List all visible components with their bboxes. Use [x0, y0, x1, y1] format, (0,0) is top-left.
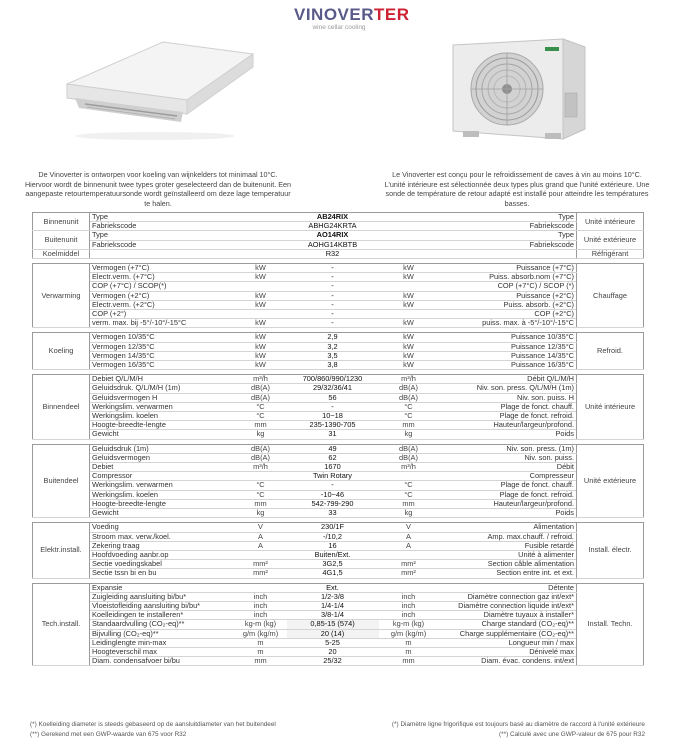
spec-table [32, 212, 644, 666]
table-row: Vloeistofleiding aansluiting bi/bu* inch 1/4-1/4 inch Diamètre connection liquide int/ext* [33, 601, 644, 610]
group-label-fr: Install. électr. [577, 523, 644, 578]
table-row: Electr.verm. (+2°C) kW - kW Puiss. absorb. (+2°C) [33, 300, 644, 309]
table-row: Hoogte-breedte-lengte mm 542-799-290 mm Hauteur/largeur/profond. [33, 499, 644, 508]
outdoor-unit-image [445, 33, 595, 143]
table-row: Geluidsvermogen H dB(A) 56 dB(A) Niv. son. puiss. H [33, 393, 644, 402]
table-row: verm. max. bij -5°/-10°/-15°C kW - kW puiss. max. à -5°/-10°/-15°C [33, 319, 644, 328]
table-row: Sectie tssn bi en bu mm² 4G1,5 mm² Section entre int. et ext. [33, 569, 644, 578]
table-row: Vermogen 14/35°C kW 3,5 kW Puissance 14/35°C [33, 351, 644, 360]
brand-logo [294, 5, 410, 32]
intro-text-fr: Le Vinoverter est conçu pour le refroidissement de caves à vin au moins 10°C. L'unité intérieure est sélectionnée deux types plus grand que l'unité extérieure. Une sonde de température de retour adapté est installé pour atteindre les températures basses. [384, 170, 650, 208]
table-row: Fabriekscode ABHG24KRTA Fabriekscode [33, 222, 644, 231]
table-row: Fabriekscode AOHG14KBTB Fabriekscode [33, 240, 644, 249]
table-row: Zuigleiding aansluiting bi/bu* inch 1/2-3/8 inch Diamètre connection gaz int/ext* [33, 592, 644, 601]
group-label-fr: Réfrigérant [577, 249, 644, 258]
group-label: Buitenunit [33, 231, 90, 249]
table-row: Geluidsdruk. Q/L/M/H (1m) dB(A) 29/32/36/41 dB(A) Niv. son. press. Q/L/M/H (1m) [33, 384, 644, 393]
table-row: Buitendeel Geluidsdruk (1m) dB(A) 49 dB(A) Niv. son. press. (1m) Unité extérieure [33, 444, 644, 453]
table-row: Hoogte-breedte-lengte mm 235-1390-705 mm Hauteur/largeur/profond. [33, 421, 644, 430]
table-row: Vermogen 16/35°C kW 3,8 kW Puissance 16/35°C [33, 361, 644, 370]
table-row: Verwarming Vermogen (+7°C) kW - kW Puissance (+7°C) Chauffage [33, 264, 644, 273]
table-row: Tech.install. Expansie Ext. Détente Install. Techn. [33, 583, 644, 592]
table-row: Sectie voedingskabel mm² 3G2,5 mm² Section câble alimentation [33, 560, 644, 569]
table-row: Vermogen (+2°C) kW - kW Puissance (+2°C) [33, 291, 644, 300]
table-row: Vermogen 12/35°C kW 3,2 kW Puissance 12/35°C [33, 342, 644, 351]
table-row: Buitenunit Type AO14RIX Type Unité extérieure [33, 231, 644, 240]
intro-text-nl: De Vinoverter is ontworpen voor koeling van wijnkelders tot minimaal 10°C. Hiervoor wordt de binnenunit twee types groter geselecteerd dan de buitenunit. Een aangepaste retourtemperatuursonde wordt geïnstalleerd om deze lage temperatuur te halen. [24, 170, 292, 208]
group-label: Elektr.install. [33, 523, 90, 578]
table-row: Werkingslim. verwarmen °C - °C Plage de fonct. chauff. [33, 402, 644, 411]
group-label-fr: Chauffage [577, 264, 644, 328]
group-label-fr: Unité extérieure [577, 231, 644, 249]
indoor-unit-image [45, 36, 260, 151]
footnote-fr-1: (*) Diamètre ligne frigorifique est toujours basé au diamètre de raccord à l'unité extérieure [391, 721, 645, 728]
group-label-fr: Unité intérieure [577, 213, 644, 231]
group-label: Binnendeel [33, 375, 90, 439]
table-row: COP (+7°C) / SCOP(*) - COP (+7°C) / SCOP (*) [33, 282, 644, 291]
table-row: Hoogteverschil max m 20 m Dénivelé max [33, 647, 644, 656]
group-label-fr: Unité intérieure [577, 375, 644, 439]
group-label-fr: Refroid. [577, 333, 644, 370]
footnote-nl-1: (*) Koelleiding diameter is steeds gebaseerd op de aansluitdiameter van het buitendeel [30, 721, 276, 728]
table-row: Werkingslim. koelen °C 10~18 °C Plage de fonct. refroid. [33, 412, 644, 421]
footnote-fr-2: (**) Calculé avec une GWP-valeur de 675 pour R32 [499, 731, 645, 738]
brand-tagline: wine cellar cooling [312, 24, 366, 31]
table-row: Hoofdvoeding aanbr.op Buiten/Ext. Unité à alimenter [33, 550, 644, 559]
table-row: Electr.verm. (+7°C) kW - kW Puiss. absorb.nom (+7°C) [33, 273, 644, 282]
table-row: Gewicht kg 33 kg Poids [33, 509, 644, 518]
table-row: Koeling Vermogen 10/35°C kW 2,9 kW Puissance 10/35°C Refroid. [33, 333, 644, 342]
table-row: Werkingslim. koelen °C -10~46 °C Plage de fonct. refroid. [33, 490, 644, 499]
group-label: Tech.install. [33, 583, 90, 666]
table-row: Koelleidingen te installeren* inch 3/8-1/4 inch Diamètre tuyaux à installer* [33, 611, 644, 620]
table-row: Zekering traag A 16 A Fusible retardé [33, 541, 644, 550]
group-label: Verwarming [33, 264, 90, 328]
table-row: Bijvulling (CO₂-eq)** g/m (kg/m) 20 (14) g/m (kg/m) Charge supplémentaire (CO₂-eq)** [33, 629, 644, 638]
footnote-nl-2: (**) Gerekend met een GWP-waarde van 675 voor R32 [30, 731, 187, 738]
table-row: Compressor Twin Rotary Compresseur [33, 472, 644, 481]
table-row: Leidinglengte min-max m 5-25 m Longueur min / max [33, 638, 644, 647]
table-row: Binnendeel Debiet Q/L/M/H m³/h 700/860/990/1230 m³/h Débit Q/L/M/H Unité intérieure [33, 375, 644, 384]
table-row: Werkingslim. verwarmen °C - °C Plage de fonct. chauff. [33, 481, 644, 490]
table-row: Koelmiddel R32 Réfrigérant [33, 249, 644, 258]
table-row: Diam. condensafvoer bi/bu mm 25/32 mm Diam. évac. condens. int/ext [33, 657, 644, 666]
group-label: Buitendeel [33, 444, 90, 518]
table-row: Elektr.install. Voeding V 230/1F V Alimentation Install. électr. [33, 523, 644, 532]
group-label-fr: Install. Techn. [577, 583, 644, 666]
table-row: Debiet m³/h 1670 m³/h Débit [33, 463, 644, 472]
table-row: Binnenunit Type AB24RIX Type Unité intérieure [33, 213, 644, 222]
table-row: Gewicht kg 31 kg Poids [33, 430, 644, 439]
group-label-fr: Unité extérieure [577, 444, 644, 518]
brand-name: VINOVERTER [294, 5, 410, 24]
table-row: Standaardvulling (CO₂-eq)** kg-m (kg) 0,85-15 (574) kg-m (kg) Charge standard (CO₂-eq)** [33, 620, 644, 629]
table-row: Stroom max. verw./koel. A -/10,2 A Amp. max.chauff. / refroid. [33, 532, 644, 541]
group-label: Koelmiddel [33, 249, 90, 258]
group-label: Binnenunit [33, 213, 90, 231]
table-row: Geluidsvermogen dB(A) 62 dB(A) Niv. son. puiss. [33, 453, 644, 462]
group-label: Koeling [33, 333, 90, 370]
table-row: COP (+2°) - COP (+2°C) [33, 310, 644, 319]
